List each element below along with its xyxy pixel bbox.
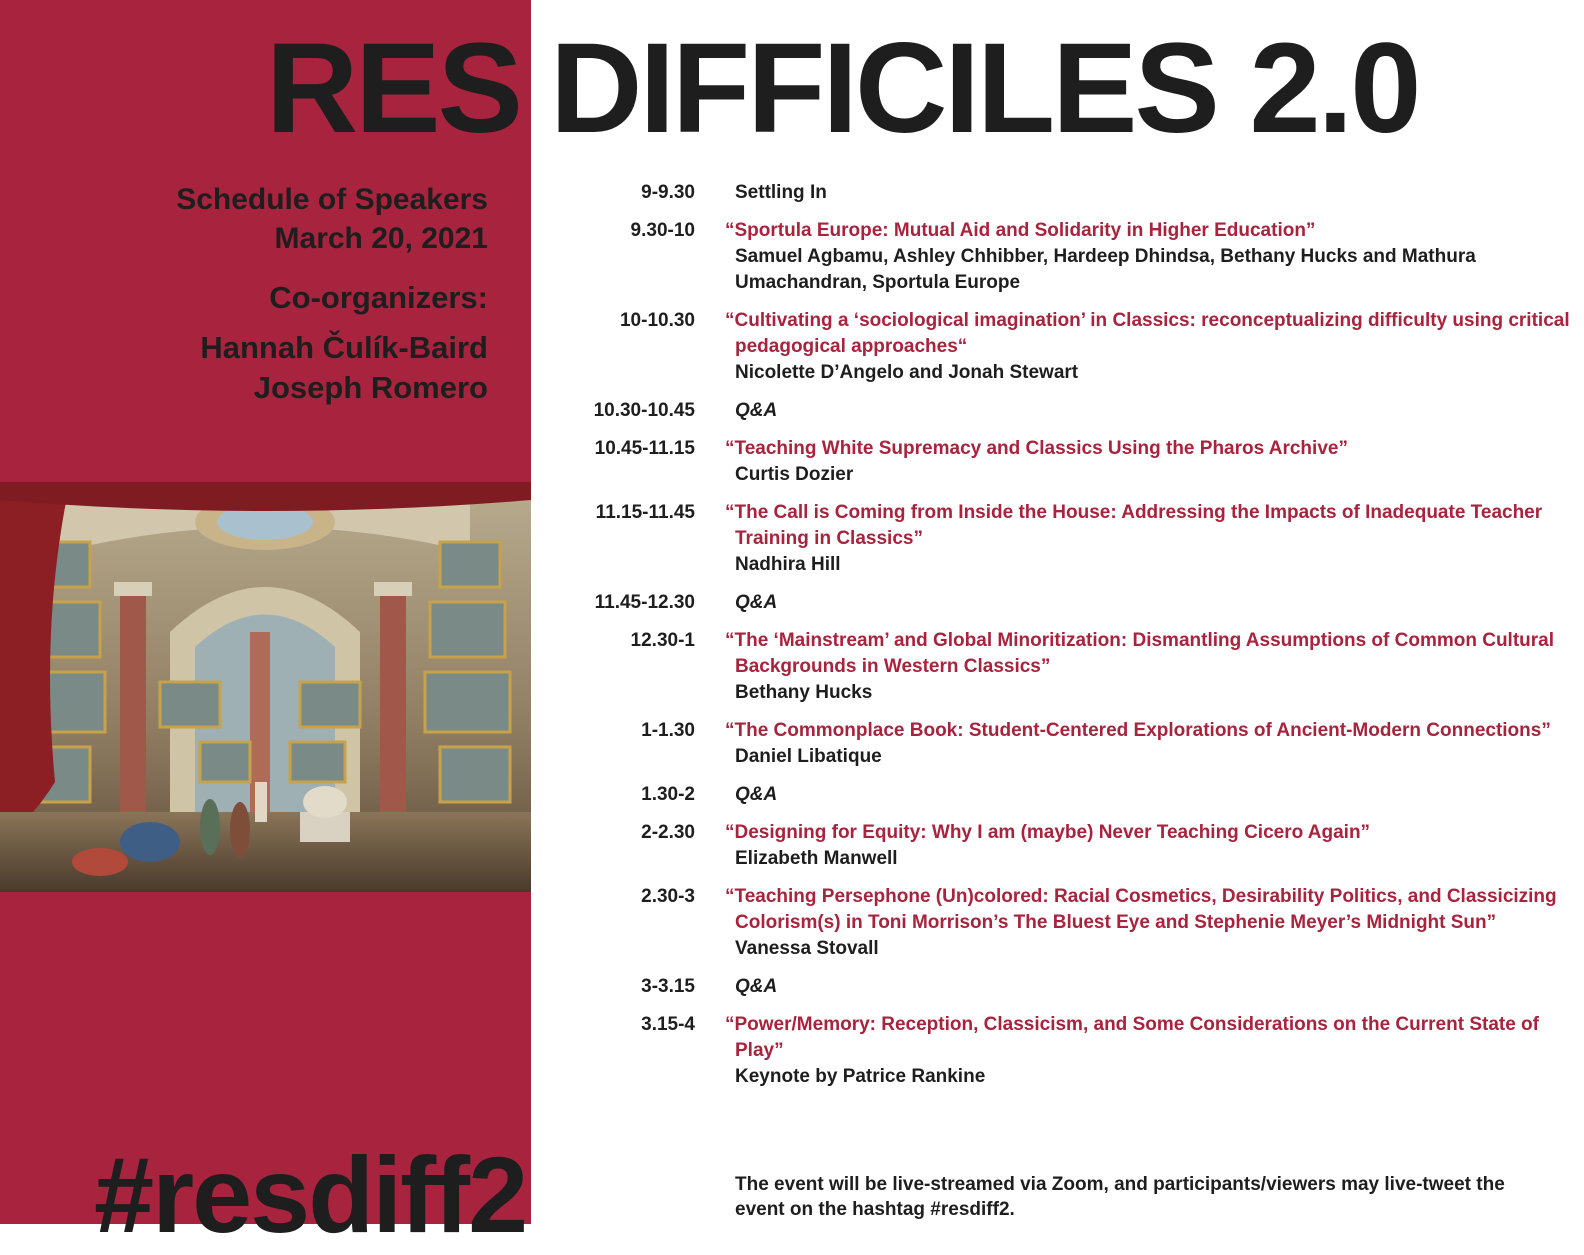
session-time: 9-9.30 [641,182,695,203]
schedule-row [560,718,1570,770]
schedule-row [560,500,1570,578]
schedule-row [560,436,1570,488]
schedule-row [560,398,1570,424]
talk-title: “Cultivating a ‘sociological imagination’ in Classics: reconceptualizing difficulty using critical pedagogical approaches“ [725,310,1570,357]
talk-title: “Designing for Equity: Why I am (maybe) Never Teaching Cicero Again” [725,822,1371,843]
livestream-note: The event will be live-streamed via Zoom, and participants/viewers may live-tweet the event on the hashtag #resdiff2. [735,1174,1505,1220]
talk-title: “The Call is Coming from Inside the House: Addressing the Impacts of Inadequate Teacher Training in Classics” [725,502,1543,549]
session-time: 11.15-11.45 [595,502,695,523]
schedule-row [560,218,1570,296]
session-time: 2.30-3 [641,886,695,907]
keynote-speaker: Keynote by Patrice Rankine [735,1066,986,1087]
schedule-label: Schedule of Speakers [176,183,488,216]
schedule-row [560,1012,1570,1090]
event-info [48,180,488,408]
painting-illustration [0,482,531,892]
talk-title: “Teaching White Supremacy and Classics Using the Pharos Archive” [725,438,1348,459]
talk-title: “Sportula Europe: Mutual Aid and Solidarity in Higher Education” [725,220,1316,241]
qa-label: Q&A [735,784,778,805]
session-time: 1.30-2 [641,784,695,805]
session-time: 10.30-10.45 [593,400,695,421]
qa-label: Q&A [735,592,778,613]
session-time: 12.30-1 [630,630,695,651]
event-title [0,14,1584,164]
organizer-name: Joseph Romero [253,370,488,405]
session-time: 10.45-11.15 [594,438,695,459]
talk-speakers: Nicolette D’Angelo and Jonah Stewart [735,362,1079,383]
schedule-row [560,628,1570,706]
organizer-name: Hannah Čulík-Baird [200,330,488,365]
schedule-list [560,180,1570,1090]
title-difficiles: DIFFICILES 2.0 [550,17,1419,160]
schedule-row [560,308,1570,386]
session-time: 3.15-4 [641,1014,695,1035]
gallery-painting [0,482,531,892]
session-time: 10-10.30 [619,310,695,331]
talk-speakers: Vanessa Stovall [735,938,879,959]
schedule-row [560,782,1570,808]
keynote-title: “Power/Memory: Reception, Classicism, and Some Considerations on the Current State of Play” [725,1014,1539,1061]
title-res: RES [265,17,520,160]
session-time: 1-1.30 [641,720,695,741]
session-time: 11.45-12.30 [594,592,695,613]
talk-speakers: Elizabeth Manwell [735,848,898,869]
session-time: 2-2.30 [641,822,695,843]
talk-speakers: Bethany Hucks [735,682,873,703]
qa-label: Q&A [735,400,778,421]
schedule-row [560,974,1570,1000]
schedule-row [560,884,1570,962]
talk-title: “The ‘Mainstream’ and Global Minoritization: Dismantling Assumptions of Common Cultural Backgrounds in Western Classics” [725,630,1555,677]
event-date: March 20, 2021 [274,222,488,255]
coorganizers-label: Co-organizers: [269,280,488,315]
talk-speakers: Nadhira Hill [735,554,841,575]
schedule-row [560,820,1570,872]
talk-title: “The Commonplace Book: Student-Centered Explorations of Ancient-Modern Connections” [725,720,1551,741]
talk-speakers: Daniel Libatique [735,746,882,767]
session-time: 3-3.15 [641,976,695,997]
session-time: 9.30-10 [630,220,695,241]
schedule-row [560,590,1570,616]
talk-speakers: Samuel Agbamu, Ashley Chhibber, Hardeep Dhindsa, Bethany Hucks and Mathura Umachandran, Sportula Europe [735,246,1476,293]
event-hashtag: #resdiff2 [94,1134,527,1255]
talk-speakers: Curtis Dozier [735,464,854,485]
qa-label: Q&A [735,976,778,997]
schedule-row [560,180,1570,206]
session-title: Settling In [735,182,827,203]
talk-title: “Teaching Persephone (Un)colored: Racial Cosmetics, Desirability Politics, and Classicizing Colorism(s) in Toni Morrison’s The Bluest Eye and Stephenie Meyer’s Midnight Sun” [725,886,1557,933]
